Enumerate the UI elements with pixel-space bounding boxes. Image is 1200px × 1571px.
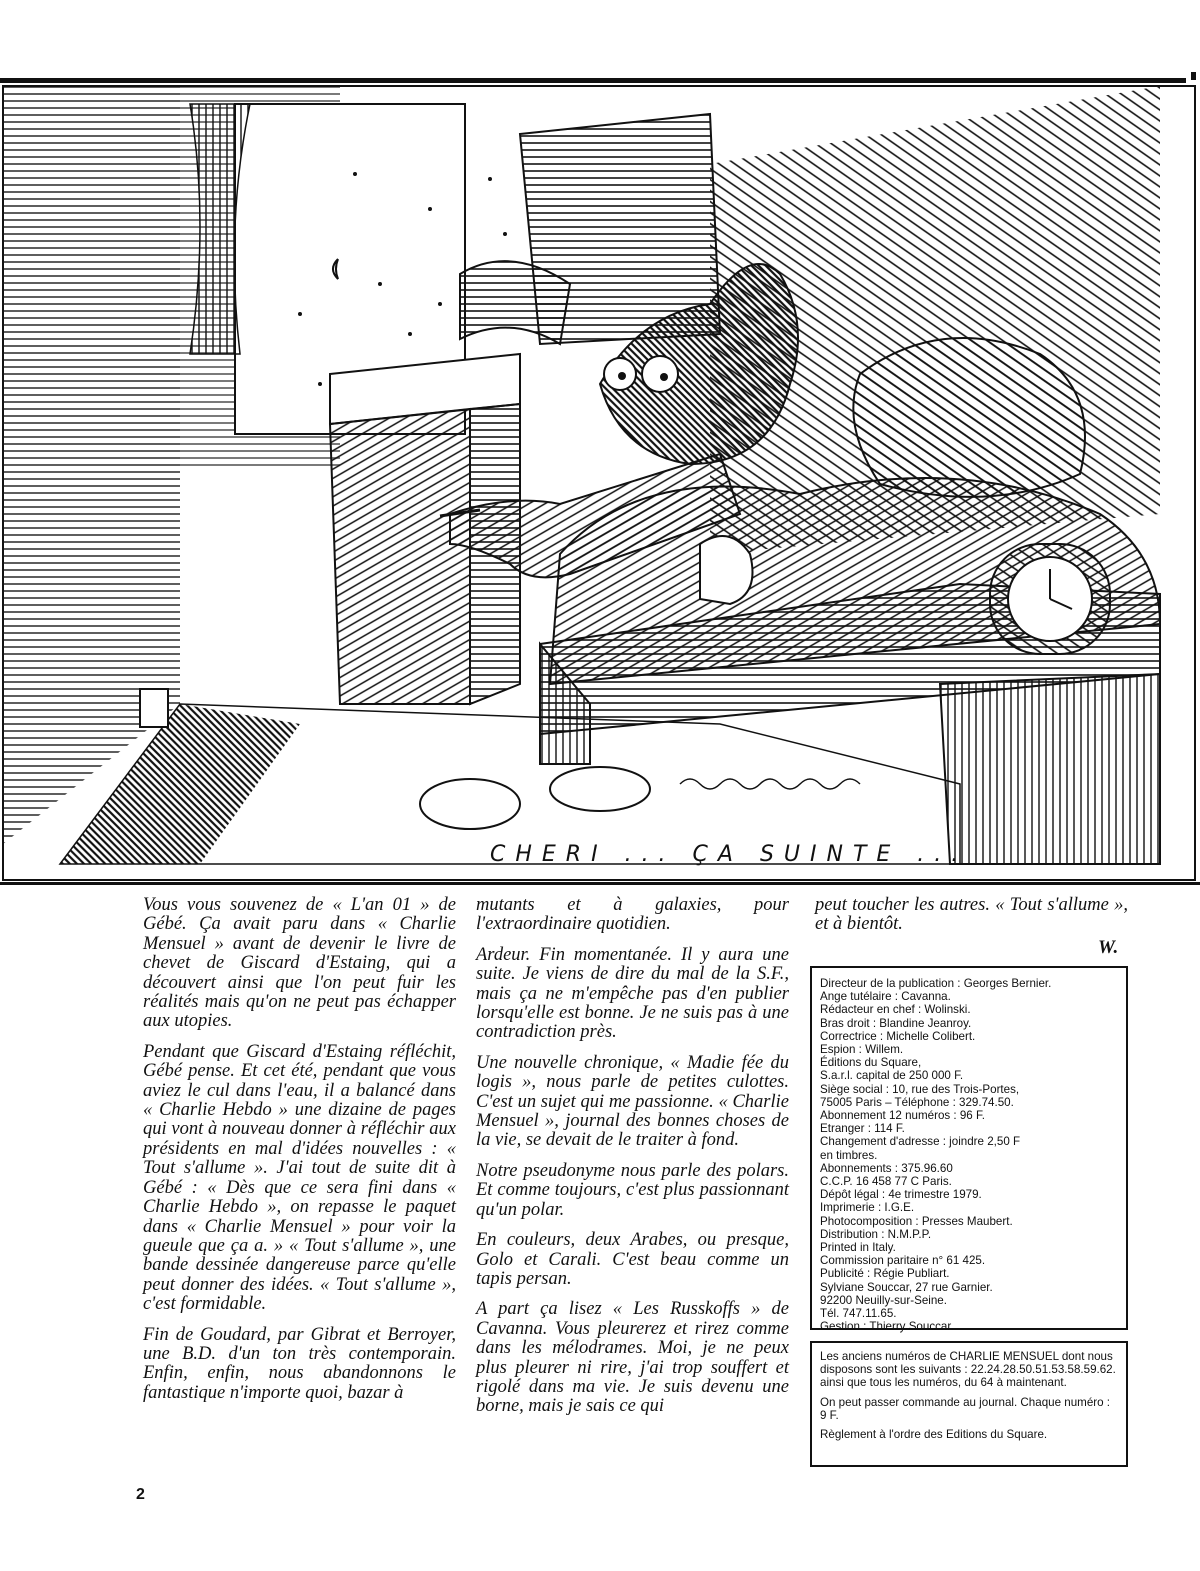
masthead-line: Abonnements : 375.96.60 [820,1161,953,1175]
masthead-line: Imprimerie : I.G.E. [820,1201,915,1215]
masthead-line: Rédacteur en chef : Wolinski. [820,1003,971,1017]
paragraph: A part ça lisez « Les Russkoffs » de Cavanna. Vous pleurerez et rirez comme dans les mélodrames. Moi, je ne peux plus pleurer ni rire, j'ai trop souffert et rigolé dans ma vie. Je suis devenu une borne, mais je sais ce qui [476,1299,789,1417]
back-issues-box [810,1341,1128,1467]
back-issues-text: On peut passer commande au journal. Chaque numéro : 9 F. [820,1395,1111,1422]
masthead-line: Ange tutélaire : Cavanna. [820,990,951,1004]
paragraph: Ardeur. Fin momentanée. Il y aura une suite. Je viens de dire du mal de la S.F., mais ça ne m'empêche pas d'en publier lorsqu'elle est bonne. Je ne suis pas à une contradiction près. [476,944,789,1043]
cartoon-illustration [0,84,1200,884]
masthead-line: 92200 Neuilly-sur-Seine. [820,1293,947,1307]
author-signature: W. [1098,937,1119,958]
masthead-line: Printed in Italy. [820,1241,896,1255]
cartoon-caption: CHERI ... ÇA SUINTE ... [490,842,969,867]
masthead-line: Publicité : Régie Publiart. [820,1267,950,1281]
masthead-line: Commission paritaire n° 61 425. [820,1254,986,1268]
paragraph: Notre pseudonyme nous parle des polars. Et comme toujours, c'est plus passionnant qu'un polar. [476,1160,789,1220]
masthead-line: Dépôt légal : 4e trimestre 1979. [820,1188,982,1202]
masthead-line: Espion : Willem. [820,1043,904,1057]
masthead-line: C.C.P. 16 458 77 C Paris. [820,1175,952,1189]
masthead-line: Changement d'adresse : joindre 2,50 F [820,1135,1021,1149]
masthead-line: Directeur de la publication : Georges Bernier. [820,977,1052,990]
masthead-line: Photocomposition : Presses Maubert. [820,1214,1013,1228]
masthead-box [810,966,1128,1334]
masthead-line: Distribution : N.M.P.P. [820,1227,932,1241]
paragraph: peut toucher les autres. « Tout s'allume », et à bientôt. [815,895,1128,935]
masthead-line: Tél. 747.11.65. [820,1307,897,1321]
masthead-line: Correctrice : Michelle Colibert. [820,1029,976,1043]
masthead-line: Abonnement 12 numéros : 96 F. [820,1109,985,1123]
top-rule [0,78,1186,83]
masthead-line: Éditions du Square, [820,1056,922,1070]
masthead-line: 75005 Paris – Téléphone : 329.74.50. [820,1095,1014,1109]
paragraph: En couleurs, deux Arabes, ou presque, Golo et Carali. C'est beau comme un tapis persan. [476,1230,789,1289]
masthead-line: S.a.r.l. capital de 250 000 F. [820,1069,964,1083]
masthead-line: Siège social : 10, rue des Trois-Portes, [820,1082,1020,1096]
paragraph: mutants et à galaxies, pour l'extraordinaire quotidien. [476,895,789,935]
page-number: 2 [136,1486,145,1503]
masthead-line: Etranger : 114 F. [820,1122,905,1136]
masthead-line: Sylviane Souccar, 27 rue Garnier. [820,1280,993,1294]
masthead-line: en timbres. [820,1148,878,1162]
paragraph: Vous vous souvenez de « L'an 01 » de Gébé. Ça avait paru dans « Charlie Mensuel » avant de devenir le livre de chevet de Giscard d'Estaing, qui a découvert ainsi que l'on peut fuir les réalités mais qu'on ne peut pas échapper aux utopies. [143,895,456,1032]
article-column-2 [476,896,789,1428]
back-issues-text: Les anciens numéros de CHARLIE MENSUEL dont nous disposons sont les suivants : 22.24.28.50.51.53.58.59.62. ainsi que tous les numéros, du 64 à maintenant. [820,1350,1116,1390]
back-issues-text: Règlement à l'ordre des Editions du Square. [820,1428,1048,1442]
bottom-rule [0,882,1200,885]
article-column-1 [143,896,456,1414]
masthead-line: Bras droit : Blandine Jeanroy. [820,1016,972,1030]
article-column-3 [815,896,1128,946]
paragraph: Pendant que Giscard d'Estaing réfléchit, Gébé pense. Et cet été, pendant que vous aviez le cul dans l'eau, il a balancé dans « Charlie Hebdo » une dizaine de pages qui vont à nouveau donner à réfléchir aux présidents en mal d'idées nouvelles : « Tout s'allume ». J'ai tout de suite dit à Gébé : « Dès que ce sera fini dans « Charlie Hebdo », on repasse le paquet dans « Charlie Mensuel » pour voir la gueule que ça a. » « Tout s'allume », une bande dessinée dangereuse parce qu'elle peut donner des idées. « Tout s'allume », c'est formidable. [143,1041,456,1315]
paragraph: Une nouvelle chronique, « Madie fée du logis », nous parle de petites culottes. C'est un sujet qui me passionne. « Charlie Mensuel », journal des bonnes choses de la vie, se devait de le traiter à fond. [476,1052,789,1151]
paragraph: Fin de Goudard, par Gibrat et Berroyer, une B.D. d'un ton très contemporain. Enfin, enfin, nous abandonnons le fantastique n'importe quoi, bazar à [143,1324,456,1403]
top-rule-mark [1191,72,1196,80]
masthead-line: Gestion : Thierry Souccar. [820,1320,954,1334]
